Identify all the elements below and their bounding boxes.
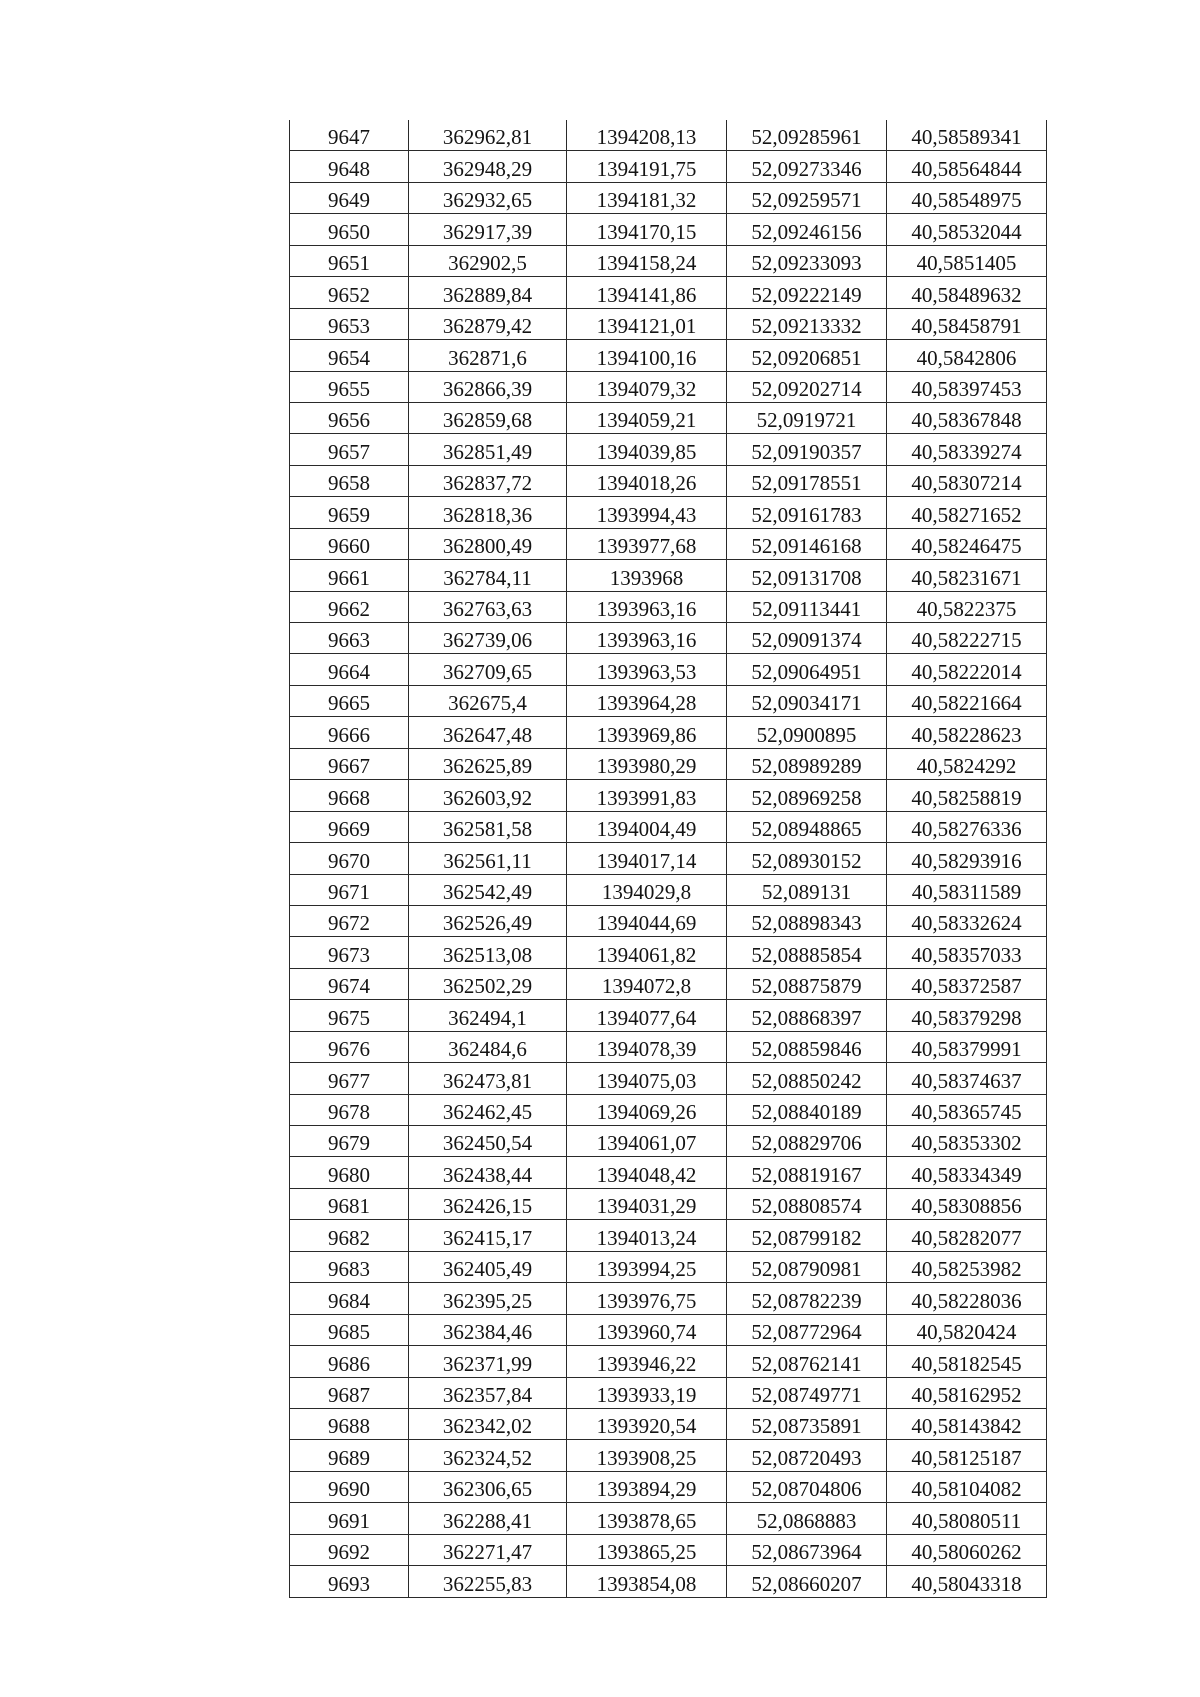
table-row [290, 1031, 1047, 1062]
x-coordinate-cell: 362561,11 [409, 843, 567, 874]
longitude-cell: 40,58125187 [887, 1440, 1047, 1471]
table-row [290, 1220, 1047, 1251]
table-row [290, 528, 1047, 559]
table-row [290, 1534, 1047, 1565]
longitude-cell: 40,58271652 [887, 497, 1047, 528]
y-coordinate-cell: 1394017,14 [567, 843, 727, 874]
y-coordinate-cell: 1393964,28 [567, 685, 727, 716]
latitude-cell: 52,08762141 [727, 1346, 887, 1377]
latitude-cell: 52,09034171 [727, 685, 887, 716]
longitude-cell: 40,58564844 [887, 151, 1047, 182]
table-row [290, 1126, 1047, 1157]
table-row [290, 120, 1047, 151]
latitude-cell: 52,09233093 [727, 245, 887, 276]
longitude-cell: 40,5842806 [887, 340, 1047, 371]
point-number-cell: 9675 [290, 1000, 409, 1031]
table-row [290, 1251, 1047, 1282]
y-coordinate-cell: 1394061,07 [567, 1126, 727, 1157]
y-coordinate-cell: 1394181,32 [567, 182, 727, 213]
point-number-cell: 9673 [290, 937, 409, 968]
latitude-cell: 52,09190357 [727, 434, 887, 465]
point-number-cell: 9661 [290, 560, 409, 591]
point-number-cell: 9683 [290, 1251, 409, 1282]
x-coordinate-cell: 362462,45 [409, 1094, 567, 1125]
latitude-cell: 52,09259571 [727, 182, 887, 213]
x-coordinate-cell: 362603,92 [409, 780, 567, 811]
table-row [290, 937, 1047, 968]
table-row [290, 1471, 1047, 1502]
point-number-cell: 9693 [290, 1566, 409, 1597]
longitude-cell: 40,58334349 [887, 1157, 1047, 1188]
y-coordinate-cell: 1393854,08 [567, 1566, 727, 1597]
longitude-cell: 40,58397453 [887, 371, 1047, 402]
x-coordinate-cell: 362859,68 [409, 402, 567, 433]
latitude-cell: 52,09273346 [727, 151, 887, 182]
longitude-cell: 40,58182545 [887, 1346, 1047, 1377]
point-number-cell: 9688 [290, 1408, 409, 1439]
point-number-cell: 9672 [290, 905, 409, 936]
latitude-cell: 52,08704806 [727, 1471, 887, 1502]
latitude-cell: 52,0868883 [727, 1503, 887, 1534]
table-row [290, 1503, 1047, 1534]
x-coordinate-cell: 362917,39 [409, 214, 567, 245]
y-coordinate-cell: 1394048,42 [567, 1157, 727, 1188]
x-coordinate-cell: 362879,42 [409, 308, 567, 339]
y-coordinate-cell: 1394077,64 [567, 1000, 727, 1031]
latitude-cell: 52,09091374 [727, 623, 887, 654]
point-number-cell: 9650 [290, 214, 409, 245]
y-coordinate-cell: 1394158,24 [567, 245, 727, 276]
point-number-cell: 9656 [290, 402, 409, 433]
point-number-cell: 9686 [290, 1346, 409, 1377]
x-coordinate-cell: 362948,29 [409, 151, 567, 182]
y-coordinate-cell: 1393878,65 [567, 1503, 727, 1534]
table-row [290, 371, 1047, 402]
latitude-cell: 52,09206851 [727, 340, 887, 371]
x-coordinate-cell: 362288,41 [409, 1503, 567, 1534]
table-row [290, 1094, 1047, 1125]
longitude-cell: 40,58228623 [887, 717, 1047, 748]
longitude-cell: 40,58222014 [887, 654, 1047, 685]
longitude-cell: 40,58532044 [887, 214, 1047, 245]
latitude-cell: 52,08930152 [727, 843, 887, 874]
longitude-cell: 40,58353302 [887, 1126, 1047, 1157]
point-number-cell: 9659 [290, 497, 409, 528]
longitude-cell: 40,58228036 [887, 1283, 1047, 1314]
x-coordinate-cell: 362371,99 [409, 1346, 567, 1377]
longitude-cell: 40,58276336 [887, 811, 1047, 842]
x-coordinate-cell: 362342,02 [409, 1408, 567, 1439]
latitude-cell: 52,08868397 [727, 1000, 887, 1031]
x-coordinate-cell: 362450,54 [409, 1126, 567, 1157]
point-number-cell: 9684 [290, 1283, 409, 1314]
point-number-cell: 9654 [290, 340, 409, 371]
table-row [290, 245, 1047, 276]
point-number-cell: 9682 [290, 1220, 409, 1251]
table-row [290, 1346, 1047, 1377]
longitude-cell: 40,58162952 [887, 1377, 1047, 1408]
point-number-cell: 9687 [290, 1377, 409, 1408]
longitude-cell: 40,58365745 [887, 1094, 1047, 1125]
y-coordinate-cell: 1393920,54 [567, 1408, 727, 1439]
point-number-cell: 9668 [290, 780, 409, 811]
table-row [290, 1157, 1047, 1188]
table-row [290, 1283, 1047, 1314]
longitude-cell: 40,58308856 [887, 1188, 1047, 1219]
point-number-cell: 9660 [290, 528, 409, 559]
longitude-cell: 40,58367848 [887, 402, 1047, 433]
latitude-cell: 52,089131 [727, 874, 887, 905]
x-coordinate-cell: 362542,49 [409, 874, 567, 905]
longitude-cell: 40,58339274 [887, 434, 1047, 465]
longitude-cell: 40,58060262 [887, 1534, 1047, 1565]
longitude-cell: 40,58379298 [887, 1000, 1047, 1031]
x-coordinate-cell: 362763,63 [409, 591, 567, 622]
latitude-cell: 52,09131708 [727, 560, 887, 591]
latitude-cell: 52,08969258 [727, 780, 887, 811]
x-coordinate-cell: 362473,81 [409, 1063, 567, 1094]
longitude-cell: 40,5824292 [887, 748, 1047, 779]
table-row [290, 780, 1047, 811]
longitude-cell: 40,58489632 [887, 277, 1047, 308]
point-number-cell: 9669 [290, 811, 409, 842]
table-row [290, 905, 1047, 936]
coordinates-table [289, 120, 1047, 1598]
latitude-cell: 52,09246156 [727, 214, 887, 245]
y-coordinate-cell: 1394013,24 [567, 1220, 727, 1251]
table-row [290, 1408, 1047, 1439]
x-coordinate-cell: 362384,46 [409, 1314, 567, 1345]
y-coordinate-cell: 1393994,43 [567, 497, 727, 528]
latitude-cell: 52,09064951 [727, 654, 887, 685]
longitude-cell: 40,58589341 [887, 120, 1047, 151]
point-number-cell: 9691 [290, 1503, 409, 1534]
y-coordinate-cell: 1394069,26 [567, 1094, 727, 1125]
table-row [290, 811, 1047, 842]
x-coordinate-cell: 362324,52 [409, 1440, 567, 1471]
longitude-cell: 40,5822375 [887, 591, 1047, 622]
table-row [290, 308, 1047, 339]
x-coordinate-cell: 362889,84 [409, 277, 567, 308]
x-coordinate-cell: 362818,36 [409, 497, 567, 528]
table-row [290, 968, 1047, 999]
longitude-cell: 40,58458791 [887, 308, 1047, 339]
point-number-cell: 9653 [290, 308, 409, 339]
y-coordinate-cell: 1394075,03 [567, 1063, 727, 1094]
point-number-cell: 9667 [290, 748, 409, 779]
x-coordinate-cell: 362962,81 [409, 120, 567, 151]
y-coordinate-cell: 1393908,25 [567, 1440, 727, 1471]
latitude-cell: 52,08819167 [727, 1157, 887, 1188]
longitude-cell: 40,58043318 [887, 1566, 1047, 1597]
point-number-cell: 9658 [290, 465, 409, 496]
x-coordinate-cell: 362851,49 [409, 434, 567, 465]
y-coordinate-cell: 1393980,29 [567, 748, 727, 779]
latitude-cell: 52,08875879 [727, 968, 887, 999]
longitude-cell: 40,58221664 [887, 685, 1047, 716]
y-coordinate-cell: 1393976,75 [567, 1283, 727, 1314]
x-coordinate-cell: 362415,17 [409, 1220, 567, 1251]
x-coordinate-cell: 362502,29 [409, 968, 567, 999]
y-coordinate-cell: 1393969,86 [567, 717, 727, 748]
y-coordinate-cell: 1394059,21 [567, 402, 727, 433]
table-row [290, 1188, 1047, 1219]
y-coordinate-cell: 1394039,85 [567, 434, 727, 465]
x-coordinate-cell: 362647,48 [409, 717, 567, 748]
latitude-cell: 52,08850242 [727, 1063, 887, 1094]
y-coordinate-cell: 1394079,32 [567, 371, 727, 402]
y-coordinate-cell: 1393933,19 [567, 1377, 727, 1408]
y-coordinate-cell: 1394031,29 [567, 1188, 727, 1219]
y-coordinate-cell: 1393960,74 [567, 1314, 727, 1345]
latitude-cell: 52,09213332 [727, 308, 887, 339]
x-coordinate-cell: 362255,83 [409, 1566, 567, 1597]
x-coordinate-cell: 362438,44 [409, 1157, 567, 1188]
x-coordinate-cell: 362675,4 [409, 685, 567, 716]
table-row [290, 560, 1047, 591]
point-number-cell: 9655 [290, 371, 409, 402]
x-coordinate-cell: 362357,84 [409, 1377, 567, 1408]
table-row [290, 717, 1047, 748]
table-row [290, 402, 1047, 433]
table-row [290, 151, 1047, 182]
latitude-cell: 52,08673964 [727, 1534, 887, 1565]
latitude-cell: 52,08782239 [727, 1283, 887, 1314]
point-number-cell: 9666 [290, 717, 409, 748]
point-number-cell: 9674 [290, 968, 409, 999]
y-coordinate-cell: 1393963,16 [567, 623, 727, 654]
y-coordinate-cell: 1393946,22 [567, 1346, 727, 1377]
x-coordinate-cell: 362784,11 [409, 560, 567, 591]
longitude-cell: 40,58374637 [887, 1063, 1047, 1094]
table-row [290, 843, 1047, 874]
x-coordinate-cell: 362902,5 [409, 245, 567, 276]
latitude-cell: 52,08772964 [727, 1314, 887, 1345]
point-number-cell: 9678 [290, 1094, 409, 1125]
latitude-cell: 52,08720493 [727, 1440, 887, 1471]
y-coordinate-cell: 1394100,16 [567, 340, 727, 371]
longitude-cell: 40,58548975 [887, 182, 1047, 213]
latitude-cell: 52,09202714 [727, 371, 887, 402]
y-coordinate-cell: 1394061,82 [567, 937, 727, 968]
y-coordinate-cell: 1393865,25 [567, 1534, 727, 1565]
point-number-cell: 9657 [290, 434, 409, 465]
longitude-cell: 40,58104082 [887, 1471, 1047, 1502]
y-coordinate-cell: 1393977,68 [567, 528, 727, 559]
y-coordinate-cell: 1394121,01 [567, 308, 727, 339]
point-number-cell: 9679 [290, 1126, 409, 1157]
y-coordinate-cell: 1393963,53 [567, 654, 727, 685]
latitude-cell: 52,08829706 [727, 1126, 887, 1157]
table-row [290, 1063, 1047, 1094]
x-coordinate-cell: 362871,6 [409, 340, 567, 371]
longitude-cell: 40,58379991 [887, 1031, 1047, 1062]
latitude-cell: 52,08749771 [727, 1377, 887, 1408]
table-body [290, 120, 1047, 1597]
point-number-cell: 9652 [290, 277, 409, 308]
table-row [290, 465, 1047, 496]
table-row [290, 654, 1047, 685]
y-coordinate-cell: 1394029,8 [567, 874, 727, 905]
x-coordinate-cell: 362581,58 [409, 811, 567, 842]
table-row [290, 214, 1047, 245]
y-coordinate-cell: 1394072,8 [567, 968, 727, 999]
y-coordinate-cell: 1394004,49 [567, 811, 727, 842]
latitude-cell: 52,09161783 [727, 497, 887, 528]
table-row [290, 685, 1047, 716]
table-row [290, 591, 1047, 622]
table-row [290, 1440, 1047, 1471]
latitude-cell: 52,08735891 [727, 1408, 887, 1439]
longitude-cell: 40,5820424 [887, 1314, 1047, 1345]
y-coordinate-cell: 1394208,13 [567, 120, 727, 151]
point-number-cell: 9670 [290, 843, 409, 874]
x-coordinate-cell: 362800,49 [409, 528, 567, 559]
table-row [290, 1314, 1047, 1345]
x-coordinate-cell: 362625,89 [409, 748, 567, 779]
latitude-cell: 52,0919721 [727, 402, 887, 433]
x-coordinate-cell: 362494,1 [409, 1000, 567, 1031]
latitude-cell: 52,09222149 [727, 277, 887, 308]
longitude-cell: 40,58246475 [887, 528, 1047, 559]
y-coordinate-cell: 1394191,75 [567, 151, 727, 182]
latitude-cell: 52,08898343 [727, 905, 887, 936]
latitude-cell: 52,0900895 [727, 717, 887, 748]
x-coordinate-cell: 362866,39 [409, 371, 567, 402]
point-number-cell: 9685 [290, 1314, 409, 1345]
point-number-cell: 9689 [290, 1440, 409, 1471]
point-number-cell: 9677 [290, 1063, 409, 1094]
latitude-cell: 52,08808574 [727, 1188, 887, 1219]
longitude-cell: 40,58231671 [887, 560, 1047, 591]
x-coordinate-cell: 362306,65 [409, 1471, 567, 1502]
table-row [290, 874, 1047, 905]
longitude-cell: 40,58311589 [887, 874, 1047, 905]
longitude-cell: 40,58253982 [887, 1251, 1047, 1282]
longitude-cell: 40,58143842 [887, 1408, 1047, 1439]
latitude-cell: 52,09178551 [727, 465, 887, 496]
point-number-cell: 9651 [290, 245, 409, 276]
table-row [290, 340, 1047, 371]
longitude-cell: 40,58372587 [887, 968, 1047, 999]
table-row [290, 182, 1047, 213]
latitude-cell: 52,08885854 [727, 937, 887, 968]
table-row [290, 1377, 1047, 1408]
point-number-cell: 9665 [290, 685, 409, 716]
x-coordinate-cell: 362513,08 [409, 937, 567, 968]
longitude-cell: 40,58293916 [887, 843, 1047, 874]
table-row [290, 434, 1047, 465]
table-row [290, 1000, 1047, 1031]
longitude-cell: 40,58332624 [887, 905, 1047, 936]
longitude-cell: 40,58307214 [887, 465, 1047, 496]
table-row [290, 748, 1047, 779]
latitude-cell: 52,08989289 [727, 748, 887, 779]
x-coordinate-cell: 362932,65 [409, 182, 567, 213]
point-number-cell: 9662 [290, 591, 409, 622]
latitude-cell: 52,08840189 [727, 1094, 887, 1125]
table-row [290, 623, 1047, 654]
longitude-cell: 40,58357033 [887, 937, 1047, 968]
y-coordinate-cell: 1394044,69 [567, 905, 727, 936]
longitude-cell: 40,5851405 [887, 245, 1047, 276]
latitude-cell: 52,09146168 [727, 528, 887, 559]
y-coordinate-cell: 1393994,25 [567, 1251, 727, 1282]
x-coordinate-cell: 362709,65 [409, 654, 567, 685]
point-number-cell: 9664 [290, 654, 409, 685]
point-number-cell: 9663 [290, 623, 409, 654]
x-coordinate-cell: 362405,49 [409, 1251, 567, 1282]
longitude-cell: 40,58258819 [887, 780, 1047, 811]
latitude-cell: 52,08859846 [727, 1031, 887, 1062]
x-coordinate-cell: 362484,6 [409, 1031, 567, 1062]
longitude-cell: 40,58222715 [887, 623, 1047, 654]
y-coordinate-cell: 1393963,16 [567, 591, 727, 622]
table-row [290, 277, 1047, 308]
point-number-cell: 9690 [290, 1471, 409, 1502]
longitude-cell: 40,58080511 [887, 1503, 1047, 1534]
y-coordinate-cell: 1394078,39 [567, 1031, 727, 1062]
latitude-cell: 52,08799182 [727, 1220, 887, 1251]
y-coordinate-cell: 1394170,15 [567, 214, 727, 245]
longitude-cell: 40,58282077 [887, 1220, 1047, 1251]
point-number-cell: 9649 [290, 182, 409, 213]
latitude-cell: 52,09113441 [727, 591, 887, 622]
point-number-cell: 9680 [290, 1157, 409, 1188]
x-coordinate-cell: 362526,49 [409, 905, 567, 936]
point-number-cell: 9692 [290, 1534, 409, 1565]
y-coordinate-cell: 1394018,26 [567, 465, 727, 496]
y-coordinate-cell: 1393991,83 [567, 780, 727, 811]
point-number-cell: 9671 [290, 874, 409, 905]
table-row [290, 1566, 1047, 1597]
table-row [290, 497, 1047, 528]
latitude-cell: 52,08948865 [727, 811, 887, 842]
x-coordinate-cell: 362271,47 [409, 1534, 567, 1565]
y-coordinate-cell: 1393968 [567, 560, 727, 591]
point-number-cell: 9647 [290, 120, 409, 151]
point-number-cell: 9681 [290, 1188, 409, 1219]
y-coordinate-cell: 1393894,29 [567, 1471, 727, 1502]
latitude-cell: 52,09285961 [727, 120, 887, 151]
y-coordinate-cell: 1394141,86 [567, 277, 727, 308]
x-coordinate-cell: 362426,15 [409, 1188, 567, 1219]
point-number-cell: 9676 [290, 1031, 409, 1062]
x-coordinate-cell: 362395,25 [409, 1283, 567, 1314]
latitude-cell: 52,08790981 [727, 1251, 887, 1282]
x-coordinate-cell: 362837,72 [409, 465, 567, 496]
x-coordinate-cell: 362739,06 [409, 623, 567, 654]
latitude-cell: 52,08660207 [727, 1566, 887, 1597]
point-number-cell: 9648 [290, 151, 409, 182]
